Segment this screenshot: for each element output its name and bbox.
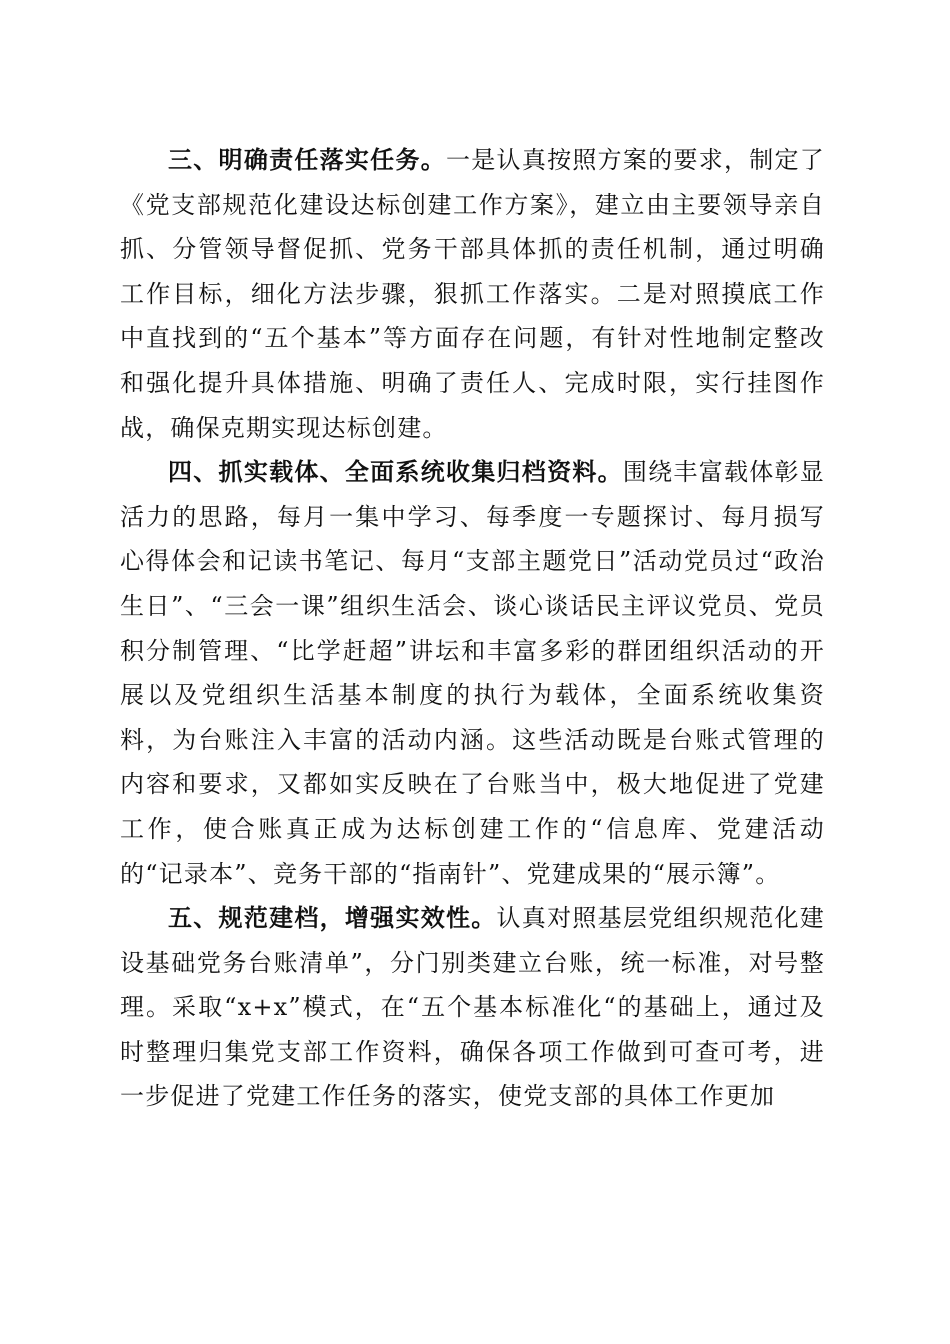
section-5-heading: 五、规范建档，增强实效性。 (168, 904, 497, 933)
paragraph-section-3 (120, 138, 825, 450)
section-3-text: 一是认真按照方案的要求，制定了《党支部规范化建设达标创建工作方案》，建立由主要领导亲自抓、分管领导督促抓、党务干部具体抓的责任机制，通过明确工作目标，细化方法步骤，狠抓工作落实。二是对照摸底工作中直找到的“五个基本”等方面存在问题，有针对性地制定整改和强化提升具体措施、明确了责任人、完成时限，实行挂图作战，确保克期实现达标创建。 (120, 146, 826, 442)
section-5-text: 认真对照基层党组织规范化建设基础党务台账清单”，分门别类建立台账，统一标准，对号整理。采取“x+x”模式，在“五个基本标准化“的基础上，通过及时整理归集党支部工作资料，确保各项工作做到可查可考，进一步促进了党建工作任务的落实，使党支部的具体工作更加 (120, 904, 825, 1111)
paragraph-section-5 (120, 896, 825, 1119)
section-3-heading: 三、明确责任落实任务。 (168, 146, 446, 174)
paragraph-section-4 (120, 450, 825, 896)
document-body (120, 138, 825, 1119)
section-4-heading: 四、抓实载体、全面系统收集归档资料。 (168, 458, 623, 487)
section-4-text: 围绕丰富载体彰显活力的思路，每月一集中学习、每季度一专题探讨、每月损写心得体会和记读书笔记、每月“支部主题党日”活动党员过“政治生日”、“三会一课”组织生活会、谈心谈话民主评议党员、党员积分制管理、“比学赶超”讲坛和丰富多彩的群团组织活动的开展以及党组织生活基本制度的执行为载体，全面系统收集资料，为台账注入丰富的活动内涵。这些活动既是台账式管理的内容和要求，又都如实反映在了台账当中，极大地促进了党建工作，使合账真正成为达标创建工作的“信息库、党建活动的“记录本”、竞务干部的“指南针”、党建成果的“展示簿”。 (120, 458, 825, 888)
